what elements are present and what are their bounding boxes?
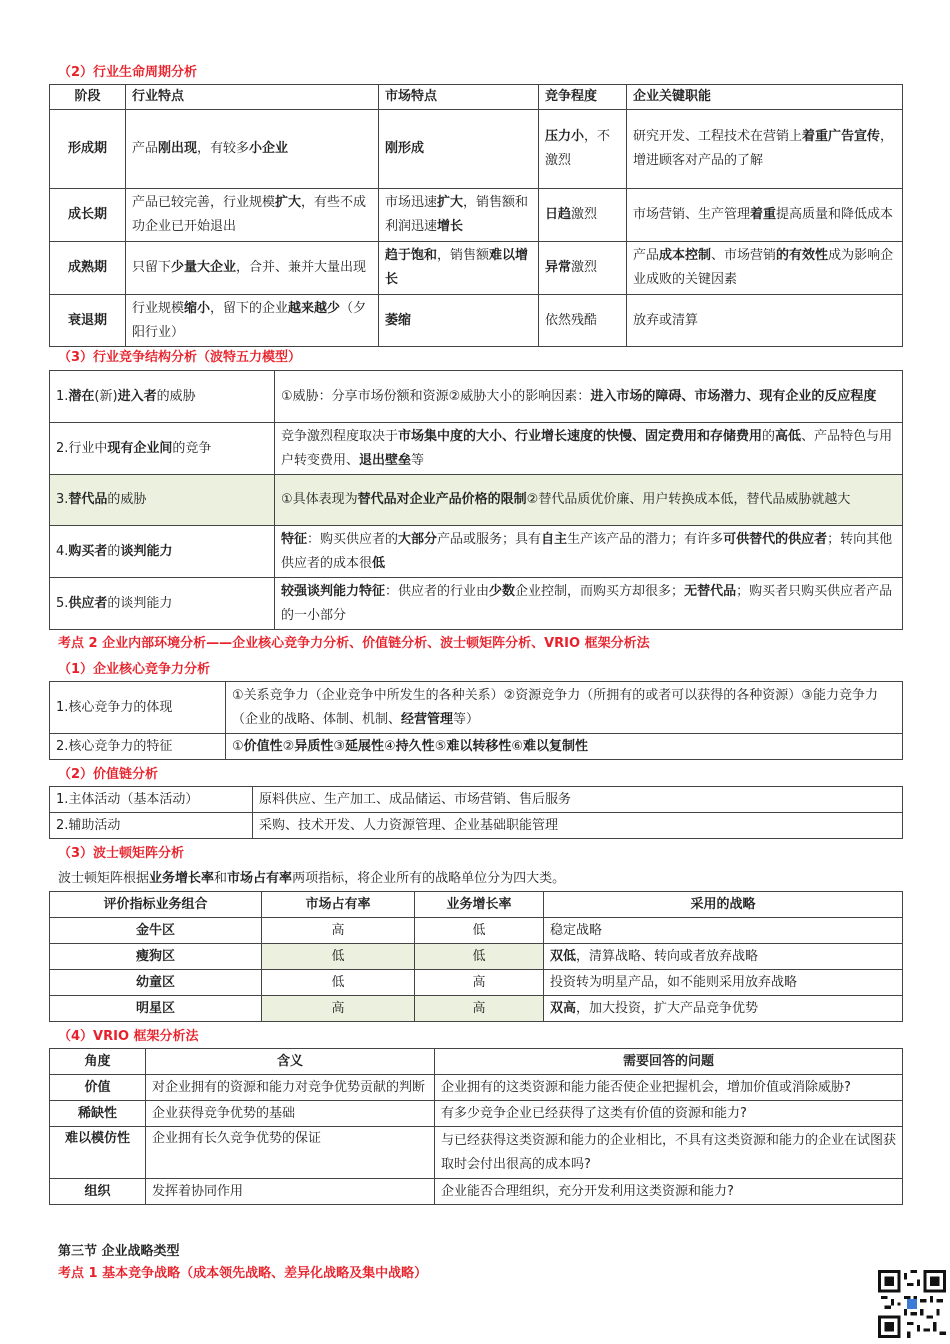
header-industry: 行业特点	[126, 85, 379, 110]
porter-label: 5.供应者的谈判能力	[50, 578, 275, 630]
porter-content: ①具体表现为替代品对企业产品价格的限制②替代品质优价廉、用户转换成本低，替代品威胁就越大	[275, 475, 903, 526]
header-stage: 阶段	[50, 85, 126, 110]
porter-content: 竞争激烈程度取决于市场集中度的大小、行业增长速度的快慢、固定费用和存储费用的高低、产品特色与用户转变费用、退出壁垒等	[275, 423, 903, 475]
bcg-name: 明星区	[50, 996, 262, 1022]
stage-cell: 形成期	[50, 110, 126, 189]
core-label: 2.核心竞争力的特征	[50, 734, 226, 760]
vc-content: 采购、技术开发、人力资源管理、企业基础职能管理	[253, 813, 903, 839]
lifecycle-header-row	[50, 85, 903, 110]
competition-cell: 压力小，不激烈	[539, 110, 627, 189]
porter-row	[50, 423, 903, 475]
vrio-angle: 稀缺性	[50, 1101, 146, 1127]
porter-content: 特征：购买供应者的大部分产品或服务；具有自主生产该产品的潜力；有许多可供替代的供应者；转向其他供应者的成本很低	[275, 526, 903, 578]
bcg-strategy: 双高，加大投资，扩大产品竞争优势	[544, 996, 903, 1022]
bcg-intro: 波士顿矩阵根据业务增长率和市场占有率两项指标，将企业所有的战略单位分为四大类。	[58, 871, 566, 886]
bcg-share: 低	[262, 944, 415, 970]
stage-cell: 成熟期	[50, 242, 126, 295]
vrio-heading: （4）VRIO 框架分析法	[58, 1029, 199, 1044]
vrio-question: 有多少竞争企业已经获得了这类有价值的资源和能力?	[435, 1101, 903, 1127]
core-row	[50, 734, 903, 760]
vrio-angle: 价值	[50, 1075, 146, 1101]
vrio-header-angle: 角度	[50, 1049, 146, 1075]
function-cell: 研究开发、工程技术在营销上着重广告宣传，增进顾客对产品的了解	[627, 110, 903, 189]
porter-row	[50, 526, 903, 578]
core-content: ①关系竞争力（企业竞争中所发生的各种关系）②资源竞争力（所拥有的或者可以获得的各种资源）③能力竞争力（企业的战略、体制、机制、经营管理等）	[226, 682, 903, 734]
vc-content: 原料供应、生产加工、成品储运、市场营销、售后服务	[253, 787, 903, 813]
bcg-table	[49, 891, 903, 1022]
bcg-name: 幼童区	[50, 970, 262, 996]
porter-table	[49, 370, 903, 630]
bcg-share: 低	[262, 970, 415, 996]
porter-row	[50, 475, 903, 526]
market-cell: 趋于饱和，销售额难以增长	[379, 242, 539, 295]
vrio-row	[50, 1075, 903, 1101]
vrio-question: 企业拥有的这类资源和能力能否使企业把握机会，增加价值或消除威胁?	[435, 1075, 903, 1101]
core-content: ①价值性②异质性③延展性④持久性⑤难以转移性⑥难以复制性	[226, 734, 903, 760]
vrio-meaning: 发挥着协同作用	[146, 1179, 435, 1205]
vrio-header-row	[50, 1049, 903, 1075]
porter-content: ①威胁：分享市场份额和资源②威胁大小的影响因素：进入市场的障碍、市场潜力、现有企业的反应程度	[275, 371, 903, 423]
vrio-angle: 组织	[50, 1179, 146, 1205]
vrio-question: 企业能否合理组织，充分开发利用这类资源和能力?	[435, 1179, 903, 1205]
industry-cell: 产品刚出现，有较多小企业	[126, 110, 379, 189]
vrio-row	[50, 1101, 903, 1127]
bcg-strategy: 投资转为明星产品，如不能则采用放弃战略	[544, 970, 903, 996]
bcg-row	[50, 944, 903, 970]
porter-heading: （3）行业竞争结构分析（波特五力模型）	[58, 350, 302, 365]
qr-code-icon	[878, 1270, 946, 1338]
lifecycle-row	[50, 189, 903, 242]
competition-cell: 日趋激烈	[539, 189, 627, 242]
bcg-heading: （3）波士顿矩阵分析	[58, 846, 185, 861]
function-cell: 放弃或清算	[627, 295, 903, 347]
bcg-name: 瘦狗区	[50, 944, 262, 970]
vrio-question: 与已经获得这类资源和能力的企业相比，不具有这类资源和能力的企业在试图获取时会付出很高的成本吗?	[435, 1127, 903, 1179]
porter-label: 2.行业中现有企业间的竞争	[50, 423, 275, 475]
market-cell: 市场迅速扩大，销售额和利润迅速增长	[379, 189, 539, 242]
porter-content: 较强谈判能力特征：供应者的行业由少数企业控制，而购买方却很多；无替代品；购买者只购买供应者产品的一小部分	[275, 578, 903, 630]
porter-row	[50, 371, 903, 423]
competition-cell: 异常激烈	[539, 242, 627, 295]
bcg-row	[50, 996, 903, 1022]
bcg-growth: 低	[415, 918, 544, 944]
vrio-meaning: 企业拥有长久竞争优势的保证	[146, 1127, 435, 1179]
stage-cell: 成长期	[50, 189, 126, 242]
bcg-strategy: 稳定战略	[544, 918, 903, 944]
core-table	[49, 681, 903, 760]
value-chain-row	[50, 787, 903, 813]
header-competition: 竞争程度	[539, 85, 627, 110]
lifecycle-row	[50, 110, 903, 189]
porter-row	[50, 578, 903, 630]
vrio-angle: 难以模仿性	[50, 1127, 146, 1179]
bcg-growth: 低	[415, 944, 544, 970]
section-3-heading: 第三节 企业战略类型	[58, 1244, 180, 1259]
bcg-growth: 高	[415, 996, 544, 1022]
market-cell: 萎缩	[379, 295, 539, 347]
value-chain-row	[50, 813, 903, 839]
bcg-share: 高	[262, 996, 415, 1022]
porter-label: 3.替代品的威胁	[50, 475, 275, 526]
lifecycle-row	[50, 242, 903, 295]
value-chain-table	[49, 786, 903, 839]
bcg-name: 金牛区	[50, 918, 262, 944]
value-chain-heading: （2）价值链分析	[58, 767, 159, 782]
vrio-header-meaning: 含义	[146, 1049, 435, 1075]
vrio-header-question: 需要回答的问题	[435, 1049, 903, 1075]
bcg-row	[50, 970, 903, 996]
bcg-header-growth: 业务增长率	[415, 892, 544, 918]
bcg-header-strategy: 采用的战略	[544, 892, 903, 918]
vrio-row	[50, 1179, 903, 1205]
bcg-strategy: 双低，清算战略、转向或者放弃战略	[544, 944, 903, 970]
kp2-heading: 考点 2 企业内部环境分析——企业核心竞争力分析、价值链分析、波士顿矩阵分析、VRIO 框架分析法	[58, 636, 650, 651]
vrio-meaning: 对企业拥有的资源和能力对竞争优势贡献的判断	[146, 1075, 435, 1101]
industry-cell: 只留下少量大企业，合并、兼并大量出现	[126, 242, 379, 295]
core-row	[50, 682, 903, 734]
lifecycle-table	[49, 84, 903, 347]
vc-label: 2.辅助活动	[50, 813, 253, 839]
header-market: 市场特点	[379, 85, 539, 110]
vc-label: 1.主体活动（基本活动）	[50, 787, 253, 813]
bcg-header-share: 市场占有率	[262, 892, 415, 918]
industry-cell: 行业规模缩小，留下的企业越来越少（夕阳行业）	[126, 295, 379, 347]
kp1-heading: 考点 1 基本竞争战略（成本领先战略、差异化战略及集中战略）	[58, 1266, 428, 1281]
header-function: 企业关键职能	[627, 85, 903, 110]
lifecycle-row	[50, 295, 903, 347]
stage-cell: 衰退期	[50, 295, 126, 347]
lifecycle-heading: （2）行业生命周期分析	[58, 65, 198, 80]
function-cell: 产品成本控制、市场营销的有效性成为影响企业成败的关键因素	[627, 242, 903, 295]
porter-label: 1.潜在(新)进入者的威胁	[50, 371, 275, 423]
bcg-header-combo: 评价指标业务组合	[50, 892, 262, 918]
competition-cell: 依然残酷	[539, 295, 627, 347]
bcg-header-row	[50, 892, 903, 918]
vrio-row	[50, 1127, 903, 1179]
vrio-table	[49, 1048, 903, 1205]
bcg-row	[50, 918, 903, 944]
function-cell: 市场营销、生产管理着重提高质量和降低成本	[627, 189, 903, 242]
bcg-share: 高	[262, 918, 415, 944]
industry-cell: 产品已较完善，行业规模扩大，有些不成功企业已开始退出	[126, 189, 379, 242]
market-cell: 刚形成	[379, 110, 539, 189]
vrio-meaning: 企业获得竞争优势的基础	[146, 1101, 435, 1127]
core-label: 1.核心竞争力的体现	[50, 682, 226, 734]
core-heading: （1）企业核心竞争力分析	[58, 662, 211, 677]
porter-label: 4.购买者的谈判能力	[50, 526, 275, 578]
bcg-growth: 高	[415, 970, 544, 996]
